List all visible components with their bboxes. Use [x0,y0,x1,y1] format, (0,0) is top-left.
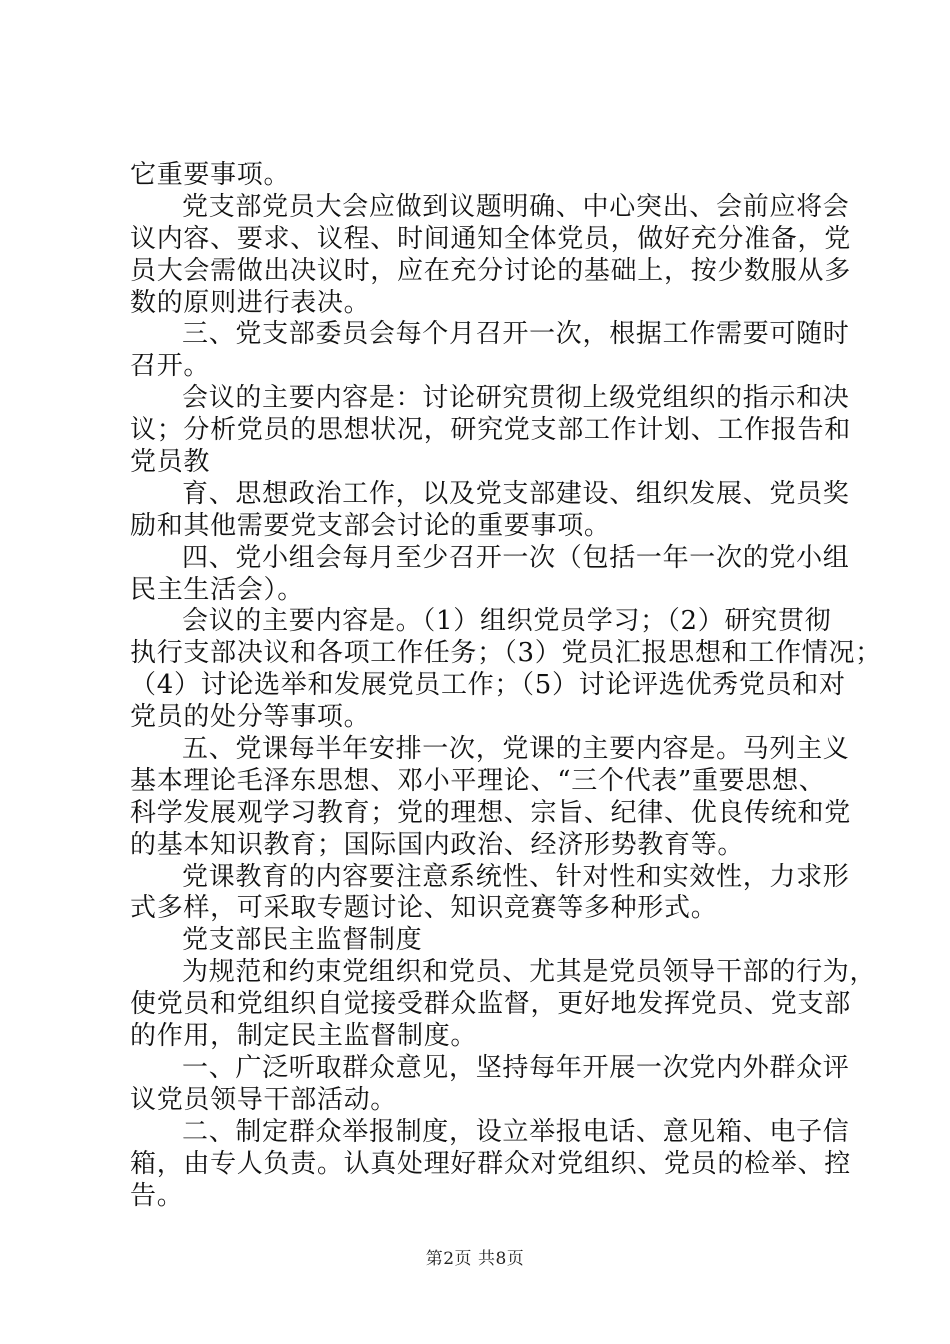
document-text-line: 议党员领导干部活动。 [130,1084,398,1115]
page-number-footer: 第2页 共8页 [425,1249,525,1269]
document-text-line: 使党员和党组织自觉接受群众监督，更好地发挥党员、党支部 [130,989,851,1020]
document-text-line: 励和其他需要党支部会讨论的重要事项。 [130,510,611,541]
document-text-line: 箱，由专人负责。认真处理好群众对党组织、党员的检举、控 [130,1148,851,1179]
document-text-line: 召开。 [130,351,211,382]
document-text-line: 党支部民主监督制度 [182,925,423,956]
document-text-line: （4）讨论选举和发展党员工作；（5）讨论评选优秀党员和对 [130,670,846,701]
document-text-line: 党课教育的内容要注意系统性、针对性和实效性，力求形 [182,861,850,892]
document-text-line: 的作用，制定民主监督制度。 [130,1021,478,1052]
document-text-line: 党员的处分等事项。 [130,702,371,733]
document-text-line: 员大会需做出决议时，应在充分讨论的基础上，按少数服从多 [130,255,851,286]
document-text-line: 一、广泛听取群众意见，坚持每年开展一次党内外群众评 [182,1052,850,1083]
document-text-line: 科学发展观学习教育；党的理想、宗旨、纪律、优良传统和党 [130,797,851,828]
document-text-line: 会议的主要内容是。（1）组织党员学习；（2）研究贯彻 [182,606,832,637]
document-text-line: 式多样，可采取专题讨论、知识竞赛等多种形式。 [130,893,718,924]
document-text-line: 二、制定群众举报制度，设立举报电话、意见箱、电子信 [182,1116,850,1147]
document-body [130,160,882,1212]
document-text-line: 告。 [130,1180,184,1211]
document-text-line: 五、党课每半年安排一次，党课的主要内容是。马列主义 [182,734,850,765]
document-text-line: 的基本知识教育；国际国内政治、经济形势教育等。 [130,829,745,860]
document-text-line: 党支部党员大会应做到议题明确、中心突出、会前应将会 [182,191,850,222]
document-text-line: 为规范和约束党组织和党员、尤其是党员领导干部的行为， [182,957,877,988]
document-text-line: 数的原则进行表决。 [130,287,371,318]
document-text-line: 议内容、要求、议程、时间通知全体党员，做好充分准备，党 [130,223,851,254]
document-text-line: 它重要事项。 [130,160,291,190]
document-text-line: 会议的主要内容是：讨论研究贯彻上级党组织的指示和决 [182,383,850,414]
document-text-line: 三、党支部委员会每个月召开一次，根据工作需要可随时 [182,319,850,350]
document-text-line: 党员教 [130,447,211,478]
document-text-line: 民主生活会）。 [130,574,304,605]
document-text-line: 议；分析党员的思想状况，研究党支部工作计划、工作报告和 [130,415,851,446]
document-text-line: 四、党小组会每月至少召开一次（包括一年一次的党小组 [182,542,850,573]
document-text-line: 基本理论毛泽东思想、邓小平理论、“三个代表”重要思想、 [130,765,826,796]
document-text-line: 执行支部决议和各项工作任务；（3）党员汇报思想和工作情况； [130,638,882,669]
document-text-line: 育、思想政治工作，以及党支部建设、组织发展、党员奖 [182,478,850,509]
